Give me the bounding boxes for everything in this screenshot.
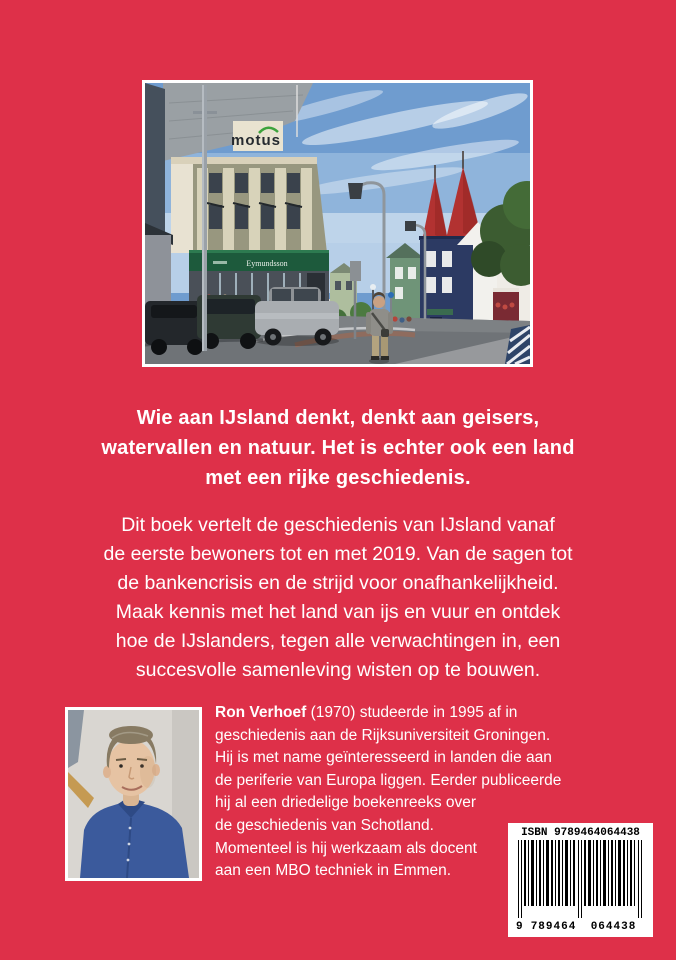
isbn-label: ISBN 9789464064438: [521, 827, 640, 839]
street-photo-frame: [142, 80, 533, 367]
bio-line: hij al een driedelige boekenreeks over: [215, 794, 477, 812]
description-line: Dit boek vertelt de geschiedenis van IJsland vanaf: [121, 514, 555, 536]
bio-line: geschiedenis aan de Rijksuniversiteit Groningen.: [215, 726, 551, 744]
bio-line: aan een MBO techniek in Emmen.: [215, 862, 452, 880]
isbn-digits: [516, 921, 645, 933]
book-description: [0, 511, 676, 685]
bio-line: Momenteel is hij werkzaam als docent: [215, 839, 477, 857]
author-photo-frame: [65, 707, 202, 881]
barcode-bars: [516, 840, 645, 918]
description-line: Maak kennis met het land van ijs en vuur en ontdek: [115, 601, 561, 623]
tagline-line: Wie aan IJsland denkt, denkt aan geisers,: [136, 407, 540, 429]
description-line: hoe de IJslanders, tegen alle verwachtingen in, een: [115, 630, 561, 652]
isbn-barcode: [508, 823, 653, 937]
motus-sign-text: motus: [231, 132, 281, 149]
isbn-digit-group: 789464: [530, 921, 577, 933]
store-awning: [189, 250, 329, 271]
tagline: [0, 403, 676, 493]
bio-line: [215, 702, 590, 725]
isbn-digit-group: 9: [516, 921, 523, 933]
author-portrait: [68, 710, 199, 878]
author-name: Ron Verhoef: [215, 704, 307, 721]
description-line: succesvolle samenleving wisten op te bouwen.: [135, 659, 541, 681]
bio-line: Hij is met name geïnteresseerd in landen die aan: [215, 749, 552, 767]
isbn-digit-group: 064438: [590, 921, 637, 933]
bio-line: de periferie van Europa liggen. Eerder publiceerde: [215, 771, 562, 789]
bio-line-text: (1970) studeerde in 1995 af in: [306, 704, 518, 721]
awning-sign-text: Eymundsson: [246, 259, 288, 268]
description-line: de bankencrisis en de strijd voor onafhankelijkheid.: [117, 572, 559, 594]
description-line: de eerste bewoners tot en met 2019. Van de sagen tot: [103, 543, 573, 565]
tagline-line: met een rijke geschiedenis.: [205, 467, 471, 489]
tagline-line: watervallen en natuur. Het is echter ook een land: [101, 437, 575, 459]
bio-line: de geschiedenis van Schotland.: [215, 816, 434, 834]
street-photo: [145, 83, 530, 364]
